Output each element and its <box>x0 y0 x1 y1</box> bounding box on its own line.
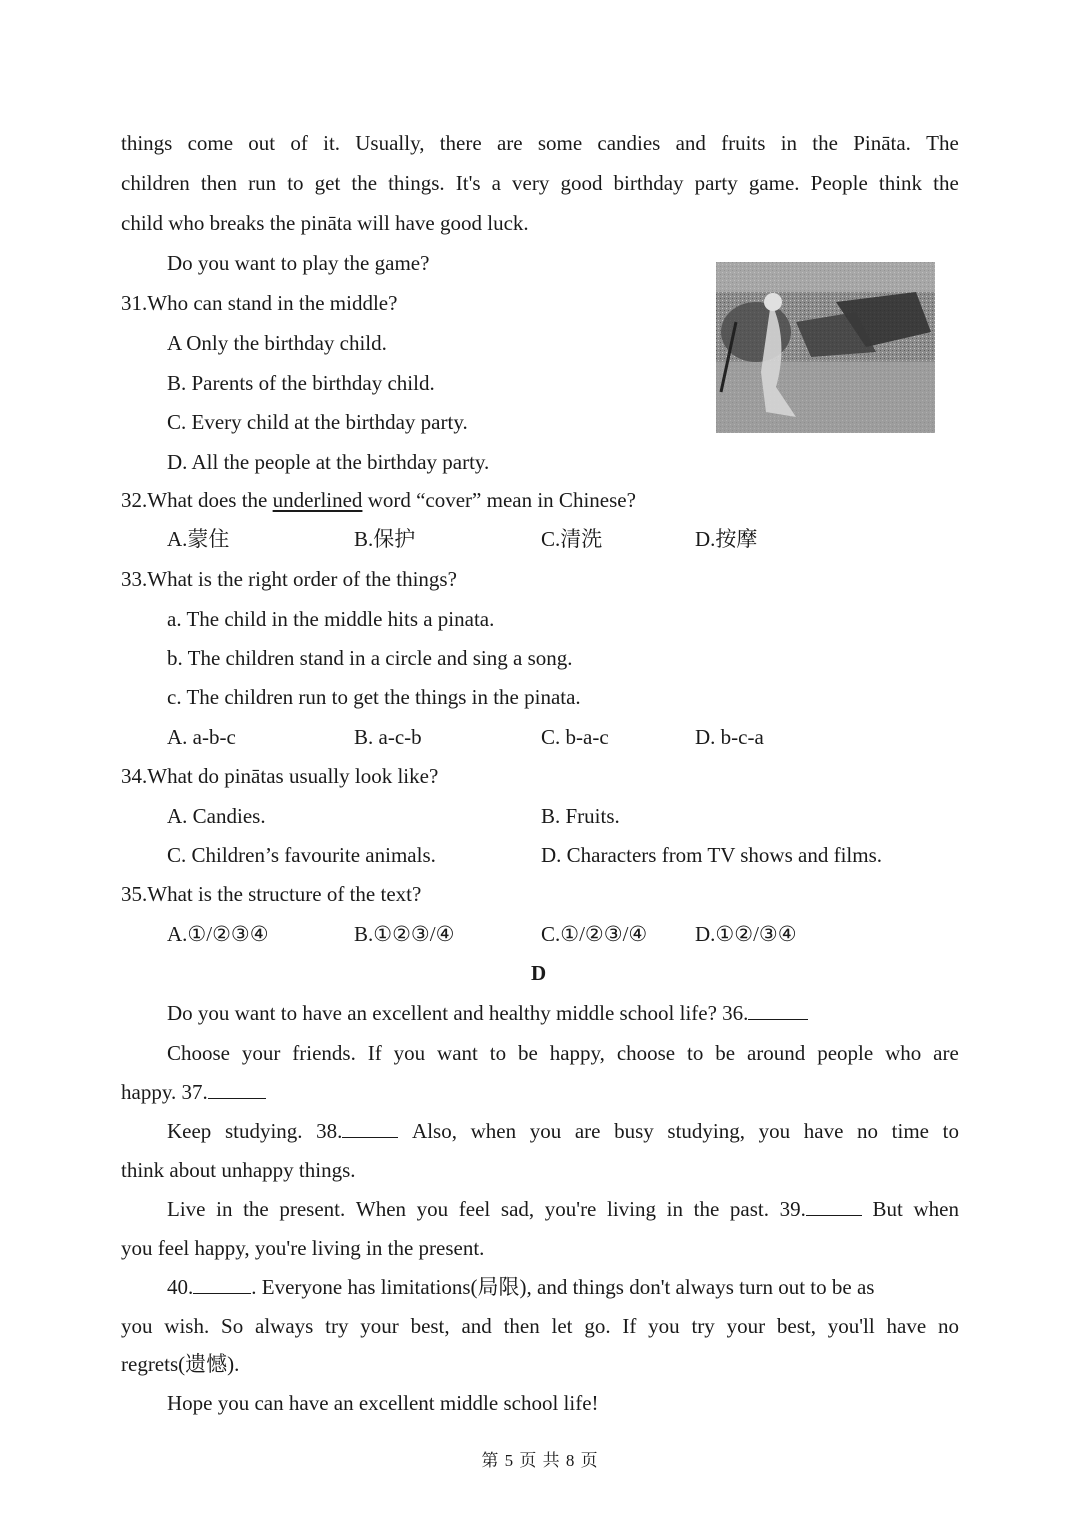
word: the <box>351 171 378 195</box>
word: the <box>812 131 838 155</box>
blank-40 <box>193 1275 251 1294</box>
q32-option-a: A.蒙住 <box>167 527 230 551</box>
word: to <box>287 171 304 195</box>
q33-option-c: C. b-a-c <box>541 725 609 749</box>
d-paragraph-3-line-2: think about unhappy things. <box>121 1158 356 1182</box>
word: to <box>942 1119 959 1143</box>
q32-option-d: D.按摩 <box>695 527 758 551</box>
word: Pināta. <box>853 131 911 155</box>
q34-option-b: B. Fruits. <box>541 804 620 828</box>
word: birthday <box>613 171 684 195</box>
word: have <box>803 1119 844 1143</box>
word: to <box>687 1041 704 1065</box>
word: are <box>496 131 523 155</box>
word: choose <box>616 1041 676 1065</box>
word: If <box>367 1041 382 1065</box>
word: you <box>121 1314 153 1338</box>
word: you <box>758 1119 791 1143</box>
word: friends. <box>292 1041 356 1065</box>
q34-option-d: D. Characters from TV shows and films. <box>541 843 883 867</box>
q32-stem-pre: 32.What does the <box>121 488 273 512</box>
answer-blank <box>342 1119 398 1138</box>
page-footer: 第 5 页 共 8 页 <box>481 1451 599 1470</box>
word: are <box>574 1119 601 1143</box>
q32-stem-underlined: underlined <box>272 488 363 512</box>
word: 39. <box>780 1196 862 1222</box>
passage-line-2 <box>121 170 959 196</box>
q35-option-b: B.①②③/④ <box>354 922 455 946</box>
d-paragraph-5-line-2 <box>121 1313 959 1339</box>
word: you <box>529 1119 562 1143</box>
d-paragraph-3-line-1 <box>167 1118 959 1144</box>
word: sad, <box>500 1197 535 1221</box>
word: in <box>780 131 798 155</box>
passage-closing: Do you want to play the game? <box>167 251 430 275</box>
word: When <box>355 1197 407 1221</box>
word: in <box>666 1197 683 1221</box>
word: go. <box>584 1314 611 1338</box>
word: no <box>937 1314 959 1338</box>
q34-option-c: C. Children’s favourite animals. <box>167 843 436 867</box>
q31-stem: 31.Who can stand in the middle? <box>121 291 398 315</box>
d-paragraph-5-line-3: regrets(遗憾). <box>121 1352 240 1376</box>
word: and <box>461 1314 492 1338</box>
word: when <box>470 1119 517 1143</box>
d-paragraph-1 <box>167 1000 808 1026</box>
q31-option-d: D. All the people at the birthday party. <box>167 450 490 474</box>
word: living <box>607 1197 657 1221</box>
word: studying, <box>667 1119 746 1143</box>
d-paragraph-4-line-1 <box>167 1196 959 1222</box>
q33-item-c: c. The children run to get the things in the pinata. <box>167 685 581 709</box>
word: come <box>187 131 234 155</box>
q33-option-b: B. a-c-b <box>354 725 422 749</box>
word: when <box>913 1197 959 1221</box>
answer-blank <box>806 1197 862 1216</box>
word: try <box>691 1314 715 1338</box>
q33-item-b: b. The children stand in a circle and sing a song. <box>167 646 573 670</box>
word: and <box>675 131 706 155</box>
word: get <box>314 171 341 195</box>
q31-option-a: A Only the birthday child. <box>167 331 387 355</box>
word: try <box>325 1314 349 1338</box>
word: game. <box>748 171 800 195</box>
word: busy <box>614 1119 654 1143</box>
q34-stem: 34.What do pinātas usually look like? <box>121 764 439 788</box>
word: children <box>121 171 190 195</box>
word: who <box>885 1041 922 1065</box>
word: think <box>878 171 923 195</box>
word: very <box>512 171 550 195</box>
word: If <box>622 1314 637 1338</box>
word: Keep <box>167 1119 212 1143</box>
d-paragraph-2-line-2 <box>121 1079 266 1105</box>
word: But <box>872 1197 903 1221</box>
word: good <box>560 171 603 195</box>
blank-37 <box>208 1080 266 1099</box>
word: best, <box>776 1314 816 1338</box>
word: want <box>437 1041 478 1065</box>
word: let <box>551 1314 573 1338</box>
q31-option-b: B. Parents of the birthday child. <box>167 371 435 395</box>
word: run <box>248 171 277 195</box>
word: The <box>926 131 959 155</box>
section-d-title: D <box>531 961 547 985</box>
passage-line-3: child who breaks the pināta will have good luck. <box>121 211 529 235</box>
word: So <box>221 1314 244 1338</box>
word: studying. <box>224 1119 303 1143</box>
q33-item-a: a. The child in the middle hits a pinata. <box>167 607 495 631</box>
word: the <box>933 171 959 195</box>
passage-line-1 <box>121 130 959 156</box>
d-paragraph-4-line-2: you feel happy, you're living in the present. <box>121 1236 485 1260</box>
d-paragraph-5-line-1 <box>167 1274 874 1300</box>
word: be <box>517 1041 538 1065</box>
word: Live <box>167 1197 206 1221</box>
word: to <box>489 1041 507 1065</box>
word: you're <box>544 1197 597 1221</box>
pinata-photo <box>716 262 935 433</box>
q31-option-c: C. Every child at the birthday party. <box>167 410 468 434</box>
word: time <box>891 1119 929 1143</box>
word: Choose <box>167 1041 230 1065</box>
word: your <box>360 1314 399 1338</box>
word: happy, <box>549 1041 605 1065</box>
q33-option-a: A. a-b-c <box>167 725 236 749</box>
d-p1-text: Do you want to have an excellent and healthy middle school life? 36. <box>167 1001 749 1025</box>
q33-option-d: D. b-c-a <box>695 725 764 749</box>
q35-option-d: D.①②/③④ <box>695 922 797 946</box>
word: present. <box>279 1197 346 1221</box>
q33-stem: 33.What is the right order of the things? <box>121 567 457 591</box>
q32-stem <box>121 487 636 513</box>
q34-option-a: A. Candies. <box>167 804 266 828</box>
d-p2-end: happy. 37. <box>121 1080 208 1104</box>
q35-option-a: A.①/②③④ <box>167 922 269 946</box>
word: the <box>243 1197 269 1221</box>
q35-option-c: C.①/②③/④ <box>541 922 648 946</box>
word: People <box>810 171 868 195</box>
word: no <box>857 1119 879 1143</box>
word: party <box>694 171 738 195</box>
d-p5-rest: . Everyone has limitations(局限), and things don't always turn out to be as <box>251 1275 875 1299</box>
word: 38. <box>316 1118 398 1144</box>
d-paragraph-2-line-1 <box>167 1040 959 1066</box>
word: some <box>537 131 583 155</box>
word: in <box>216 1197 233 1221</box>
word: It's <box>455 171 481 195</box>
q32-option-b: B.保护 <box>354 527 416 551</box>
blank-36 <box>748 1001 808 1020</box>
word: your <box>241 1041 281 1065</box>
d-paragraph-6: Hope you can have an excellent middle school life! <box>167 1391 599 1415</box>
word: past. <box>729 1197 769 1221</box>
word: are <box>933 1041 959 1065</box>
word: fruits <box>721 131 766 155</box>
word: be <box>715 1041 736 1065</box>
word: you <box>393 1041 426 1065</box>
word: candies <box>597 131 661 155</box>
word: best, <box>410 1314 450 1338</box>
word: of <box>290 131 308 155</box>
word: you <box>416 1197 449 1221</box>
q32-option-c: C.清洗 <box>541 527 603 551</box>
word: wish. <box>164 1314 210 1338</box>
word: the <box>693 1197 720 1221</box>
word: things <box>121 131 173 155</box>
word: you'll <box>827 1314 875 1338</box>
word: people <box>817 1041 874 1065</box>
d-p5-start: 40. <box>167 1275 194 1299</box>
word: out <box>248 131 276 155</box>
word: then <box>503 1314 540 1338</box>
word: always <box>255 1314 314 1338</box>
q35-stem: 35.What is the structure of the text? <box>121 882 422 906</box>
word: you <box>648 1314 680 1338</box>
word: feel <box>458 1197 491 1221</box>
word: your <box>726 1314 766 1338</box>
word: have <box>886 1314 927 1338</box>
word: then <box>200 171 238 195</box>
word: around <box>746 1041 806 1065</box>
word: a <box>491 171 501 195</box>
word: things. <box>388 171 445 195</box>
q32-stem-post: word “cover” mean in Chinese? <box>362 488 636 512</box>
word: Also, <box>412 1119 457 1143</box>
word: Usually, <box>355 131 425 155</box>
word: it. <box>323 131 341 155</box>
word: there <box>439 131 482 155</box>
